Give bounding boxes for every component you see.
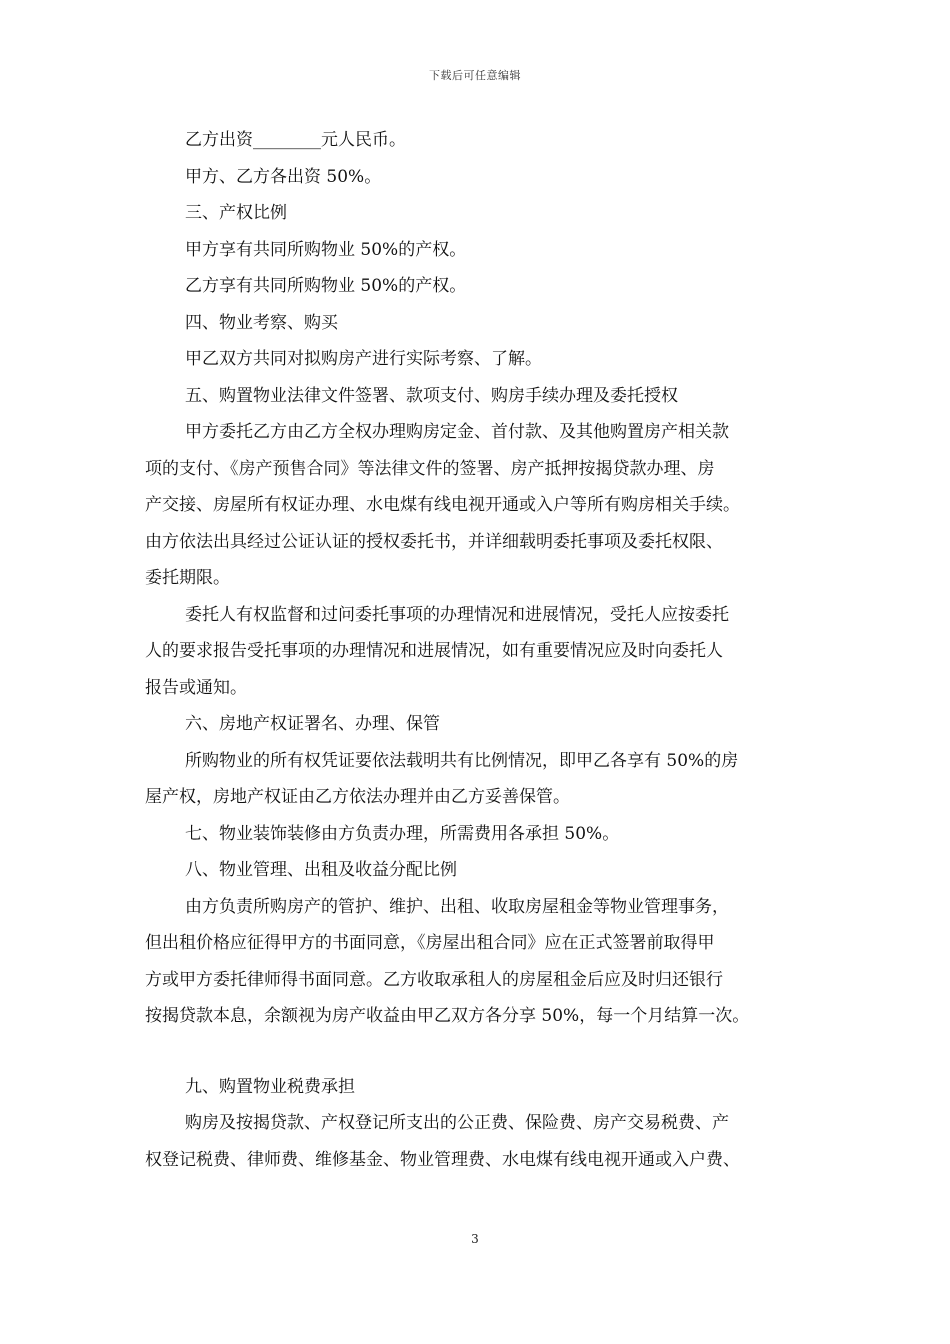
page-number: 3 xyxy=(471,1232,479,1246)
section-heading: 六、房地产权证署名、办理、保管 xyxy=(185,714,440,734)
paragraph-line: 项的支付、《房产预售合同》等法律文件的签署、房产抵押按揭贷款办理、房 xyxy=(145,458,715,479)
section-heading: 三、产权比例 xyxy=(185,203,287,223)
paragraph-line: 人的要求报告受托事项的办理情况和进展情况，如有重要情况应及时向委托人 xyxy=(145,641,723,661)
paragraph-line: 由方依法出具经过公证认证的授权委托书，并详细载明委托事项及委托权限、 xyxy=(145,531,723,552)
paragraph-line: 屋产权，房地产权证由乙方依法办理并由乙方妥善保管。 xyxy=(145,787,570,807)
paragraph-line: 购房及按揭贷款、产权登记所支出的公正费、保险费、房产交易税费、产 xyxy=(185,1113,729,1133)
paragraph-line: 方或甲方委托律师得书面同意。乙方收取承租人的房屋租金后应及时归还银行 xyxy=(145,969,723,990)
section-heading: 五、购置物业法律文件签署、款项支付、购房手续办理及委托授权 xyxy=(185,385,678,406)
paragraph-line: 按揭贷款本息，余额视为房产收益由甲乙双方各分享 50%，每一个月结算一次。 xyxy=(145,1006,750,1026)
paragraph-line: 但出租价格应征得甲方的书面同意，《房屋出租合同》应在正式签署前取得甲 xyxy=(145,933,715,953)
blank-line xyxy=(145,1035,825,1069)
page-header: 下载后可任意编辑 xyxy=(429,69,521,82)
paragraph-line: 甲方享有共同所购物业 50%的产权。 xyxy=(185,239,467,260)
section-heading: 七、物业装饰装修由方负责办理，所需费用各承担 50%。 xyxy=(185,823,620,844)
section-heading: 九、购置物业税费承担 xyxy=(185,1076,355,1097)
paragraph-line: 乙方享有共同所购物业 50%的产权。 xyxy=(185,276,467,296)
paragraph-line: 由方负责所购房产的管护、维护、出租、收取房屋租金等物业管理事务， xyxy=(185,896,729,917)
paragraph-line: 所购物业的所有权凭证要依法载明共有比例情况，即甲乙各享有 50%的房 xyxy=(185,750,739,771)
document-body xyxy=(145,122,825,1178)
paragraph-line: 委托人有权监督和过问委托事项的办理情况和进展情况，受托人应按委托 xyxy=(185,604,729,625)
paragraph-line: 甲方委托乙方由乙方全权办理购房定金、首付款、及其他购置房产相关款 xyxy=(185,422,729,442)
paragraph-line: 报告或通知。 xyxy=(145,677,247,698)
paragraph-line: 甲方、乙方各出资 50%。 xyxy=(185,166,382,187)
paragraph-line: 权登记税费、律师费、维修基金、物业管理费、水电煤有线电视开通或入户费、 xyxy=(145,1149,740,1170)
paragraph-line: 甲乙双方共同对拟购房产进行实际考察、了解。 xyxy=(185,349,542,369)
paragraph-line: 乙方出资________元人民币。 xyxy=(185,130,406,150)
section-heading: 四、物业考察、购买 xyxy=(185,312,338,333)
section-heading: 八、物业管理、出租及收益分配比例 xyxy=(185,860,457,880)
paragraph-line: 产交接、房屋所有权证办理、水电煤有线电视开通或入户等所有购房相关手续。 xyxy=(145,495,740,515)
paragraph-line: 委托期限。 xyxy=(145,568,230,588)
